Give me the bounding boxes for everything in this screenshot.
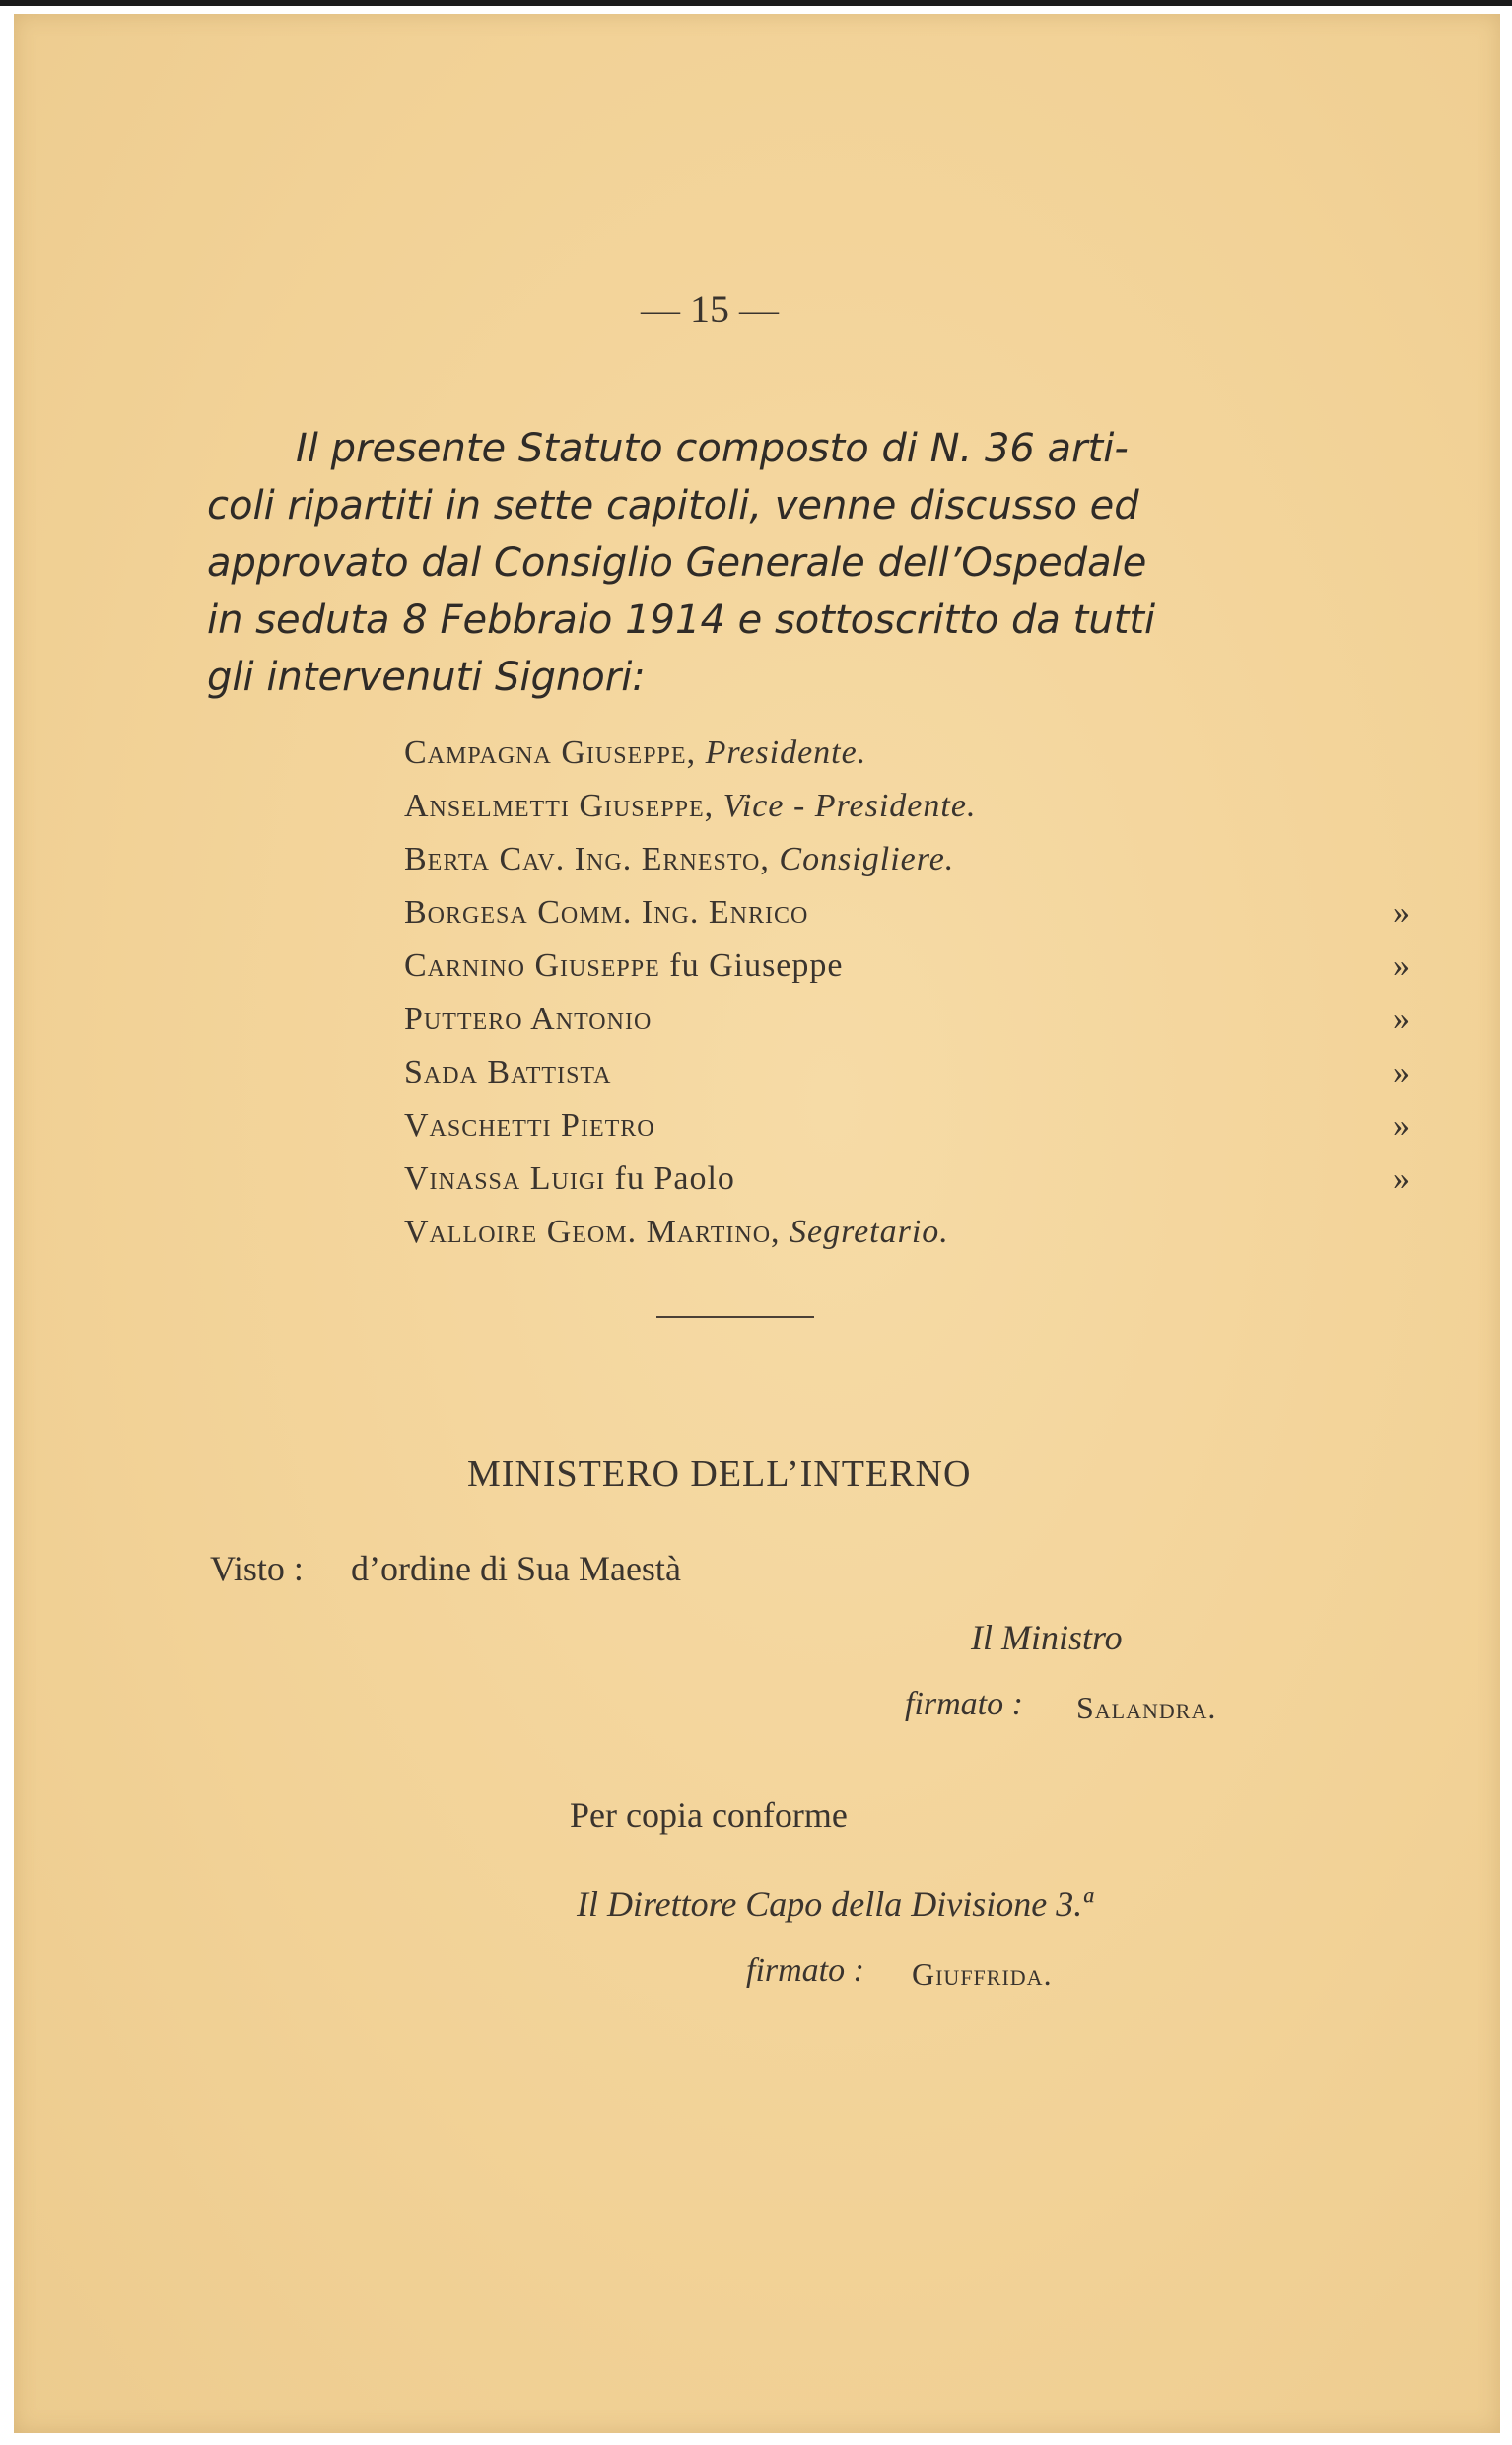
signatory-role: Vice - Presidente. bbox=[722, 788, 977, 824]
signatory-row bbox=[404, 788, 1153, 833]
signatory-row bbox=[404, 1054, 1410, 1099]
director-firmato-label: firmato : bbox=[746, 1952, 864, 1989]
signatory-row bbox=[404, 1214, 1153, 1259]
ministry-title: MINISTERO DELL’INTERNO bbox=[467, 1453, 972, 1495]
minister-role: Il Ministro bbox=[971, 1618, 1123, 1657]
signatory-row bbox=[404, 1001, 1410, 1046]
signatory-row bbox=[404, 894, 1410, 940]
signatory-name: Berta Cav. Ing. Ernesto, bbox=[404, 841, 770, 877]
signatory-row bbox=[404, 947, 1410, 993]
intro-paragraph-line: Il presente Statuto composto di N. 36 arti- bbox=[296, 426, 1129, 471]
intro-paragraph-line: gli intervenuti Signori: bbox=[207, 655, 646, 700]
signatory-role: Segretario. bbox=[790, 1214, 949, 1250]
ditto-mark: » bbox=[1393, 894, 1410, 931]
copy-conforme-label: Per copia conforme bbox=[570, 1795, 848, 1835]
signatory-name: Sada Battista bbox=[404, 1054, 612, 1090]
ditto-mark: » bbox=[1393, 1054, 1410, 1090]
visto-text: d’ordine di Sua Maestà bbox=[351, 1549, 681, 1588]
top-edge-rule bbox=[0, 0, 1512, 6]
signatory-suffix: fu Giuseppe bbox=[669, 947, 844, 984]
intro-paragraph-line: coli ripartiti in sette capitoli, venne discusso ed bbox=[207, 483, 1139, 528]
signatory-row bbox=[404, 734, 1153, 780]
intro-paragraph-line: approvato dal Consiglio Generale dell’Ospedale bbox=[207, 540, 1147, 586]
signatory-row bbox=[404, 1160, 1410, 1206]
signatory-name: Vaschetti Pietro bbox=[404, 1107, 655, 1144]
signatory-row bbox=[404, 841, 1153, 886]
signatory-name: Valloire Geom. Martino, bbox=[404, 1214, 781, 1250]
signatory-name: Puttero Antonio bbox=[404, 1001, 653, 1037]
signatory-role: Presidente. bbox=[705, 734, 867, 771]
signatory-suffix: fu Paolo bbox=[614, 1160, 735, 1197]
signatory-name: Borgesa Comm. Ing. Enrico bbox=[404, 894, 809, 931]
minister-name: Salandra. bbox=[1076, 1690, 1217, 1725]
signatory-row bbox=[404, 1107, 1410, 1153]
ditto-mark: » bbox=[1393, 1001, 1410, 1037]
signatory-name: Campagna Giuseppe, bbox=[404, 734, 697, 771]
ditto-mark: » bbox=[1393, 947, 1410, 984]
minister-firmato-label: firmato : bbox=[905, 1686, 1023, 1722]
signatory-name: Carnino Giuseppe bbox=[404, 947, 660, 984]
ditto-mark: » bbox=[1393, 1160, 1410, 1197]
visto-label: Visto : bbox=[210, 1549, 304, 1588]
page-number: — 15 — bbox=[641, 287, 779, 331]
section-divider bbox=[656, 1316, 814, 1318]
director-role: Il Direttore Capo della Divisione 3.ª bbox=[577, 1884, 1093, 1923]
intro-paragraph-line: in seduta 8 Febbraio 1914 e sottoscritto da tutti bbox=[207, 597, 1156, 643]
signatory-name: Vinassa Luigi bbox=[404, 1160, 606, 1197]
signatory-role: Consigliere. bbox=[779, 841, 955, 877]
signatory-name: Anselmetti Giuseppe, bbox=[404, 788, 715, 824]
director-name: Giuffrida. bbox=[912, 1956, 1053, 1991]
ditto-mark: » bbox=[1393, 1107, 1410, 1144]
